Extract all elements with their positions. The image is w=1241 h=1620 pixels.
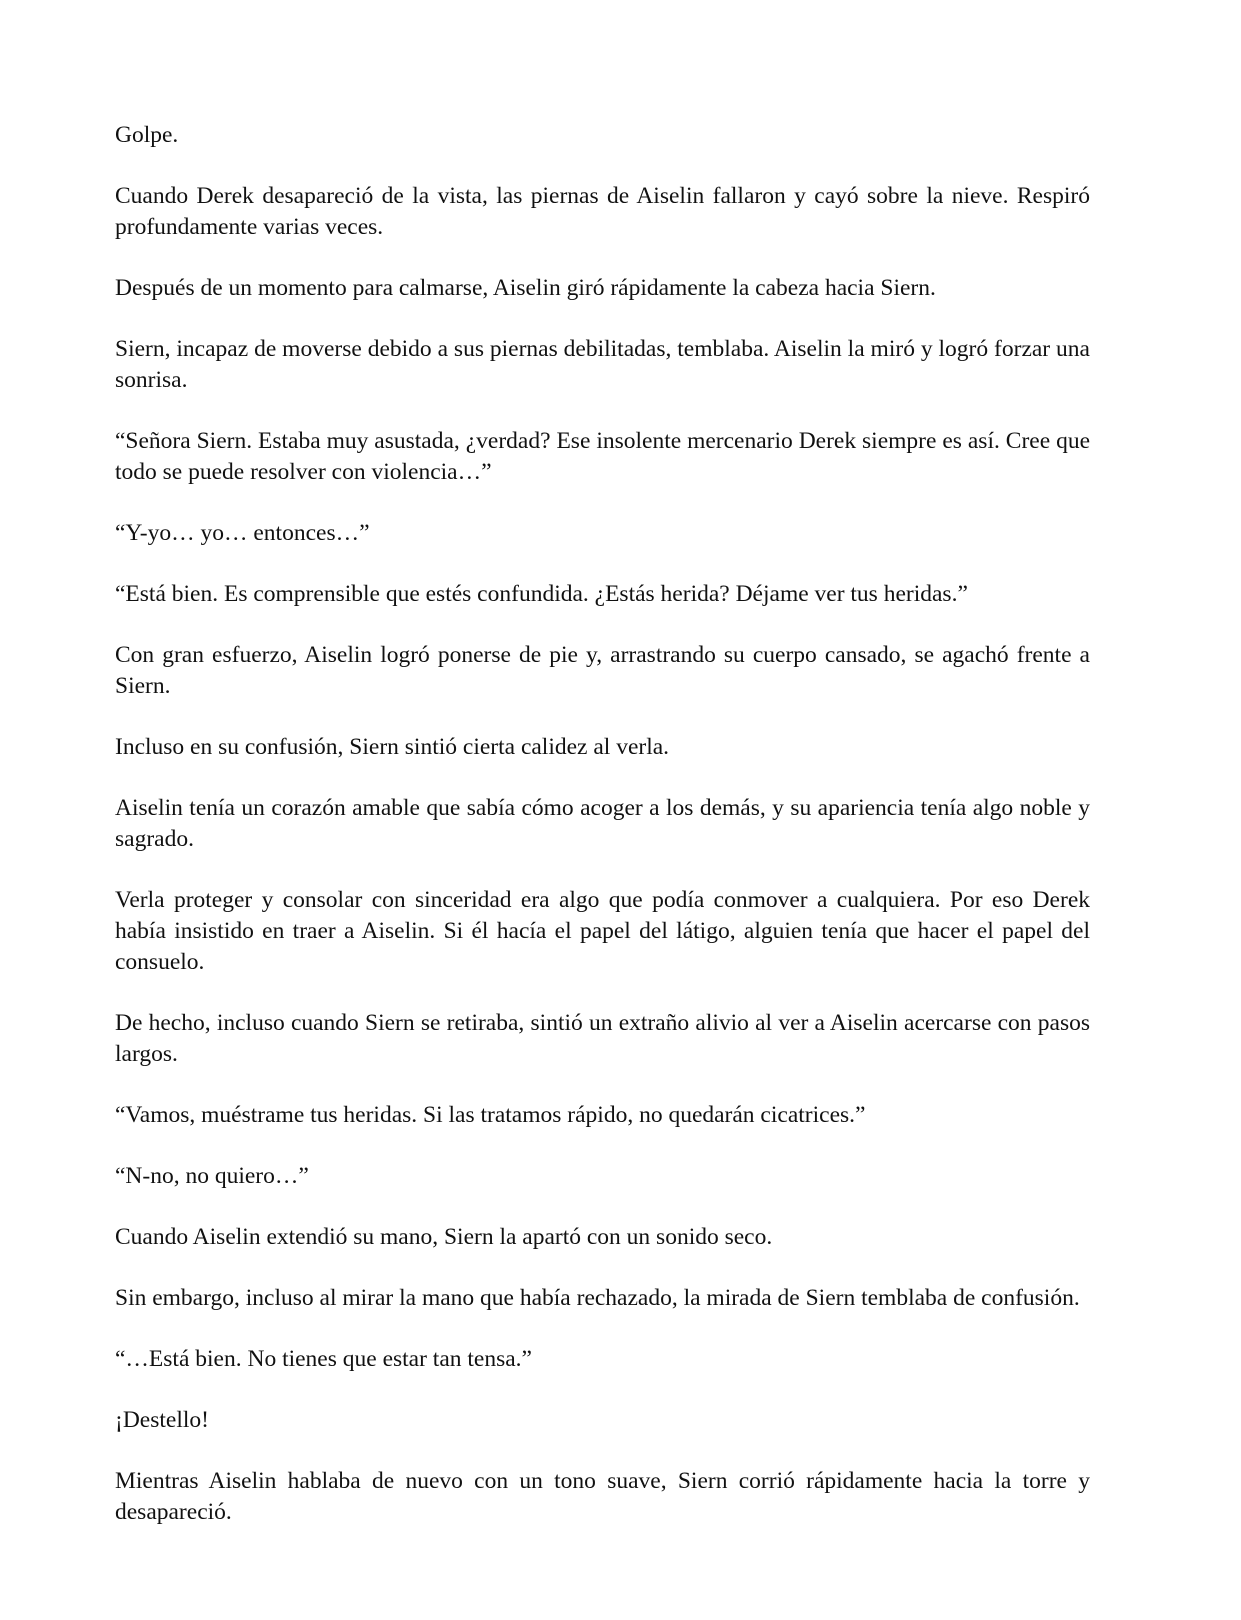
paragraph-12: De hecho, incluso cuando Siern se retiraba, sintió un extraño alivio al ver a Aiselin acercarse con pasos largos. — [115, 1010, 1090, 1067]
paragraph-1: Golpe. — [115, 122, 179, 148]
paragraph-18: ¡Destello! — [115, 1407, 209, 1433]
document-body — [115, 120, 1090, 1558]
paragraph-19: Mientras Aiselin hablaba de nuevo con un tono suave, Siern corrió rápidamente hacia la torre y desapareció. — [115, 1468, 1090, 1525]
paragraph-14: “N-no, no quiero…” — [115, 1163, 309, 1189]
paragraph-8: Con gran esfuerzo, Aiselin logró ponerse de pie y, arrastrando su cuerpo cansado, se agachó frente a Siern. — [115, 642, 1090, 699]
paragraph-10: Aiselin tenía un corazón amable que sabía cómo acoger a los demás, y su apariencia tenía algo noble y sagrado. — [115, 795, 1090, 852]
paragraph-5: “Señora Siern. Estaba muy asustada, ¿verdad? Ese insolente mercenario Derek siempre es así. Cree que todo se puede resolver con violencia…” — [115, 428, 1090, 485]
paragraph-3: Después de un momento para calmarse, Aiselin giró rápidamente la cabeza hacia Siern. — [115, 275, 936, 301]
paragraph-13: “Vamos, muéstrame tus heridas. Si las tratamos rápido, no quedarán cicatrices.” — [115, 1102, 866, 1128]
paragraph-16: Sin embargo, incluso al mirar la mano que había rechazado, la mirada de Siern temblaba de confusión. — [115, 1285, 1080, 1311]
paragraph-7: “Está bien. Es comprensible que estés confundida. ¿Estás herida? Déjame ver tus heridas.” — [115, 581, 968, 607]
paragraph-15: Cuando Aiselin extendió su mano, Siern la apartó con un sonido seco. — [115, 1224, 773, 1250]
paragraph-2: Cuando Derek desapareció de la vista, las piernas de Aiselin fallaron y cayó sobre la nieve. Respiró profundamente varias veces. — [115, 183, 1090, 240]
paragraph-17: “…Está bien. No tienes que estar tan tensa.” — [115, 1346, 532, 1372]
paragraph-9: Incluso en su confusión, Siern sintió cierta calidez al verla. — [115, 734, 670, 760]
paragraph-6: “Y-yo… yo… entonces…” — [115, 520, 370, 546]
paragraph-11: Verla proteger y consolar con sinceridad era algo que podía conmover a cualquiera. Por eso Derek había insistido en traer a Aiselin. Si él hacía el papel del látigo, alguien tenía que hacer el papel del consuelo. — [115, 887, 1090, 975]
paragraph-4: Siern, incapaz de moverse debido a sus piernas debilitadas, temblaba. Aiselin la miró y logró forzar una sonrisa. — [115, 336, 1090, 393]
